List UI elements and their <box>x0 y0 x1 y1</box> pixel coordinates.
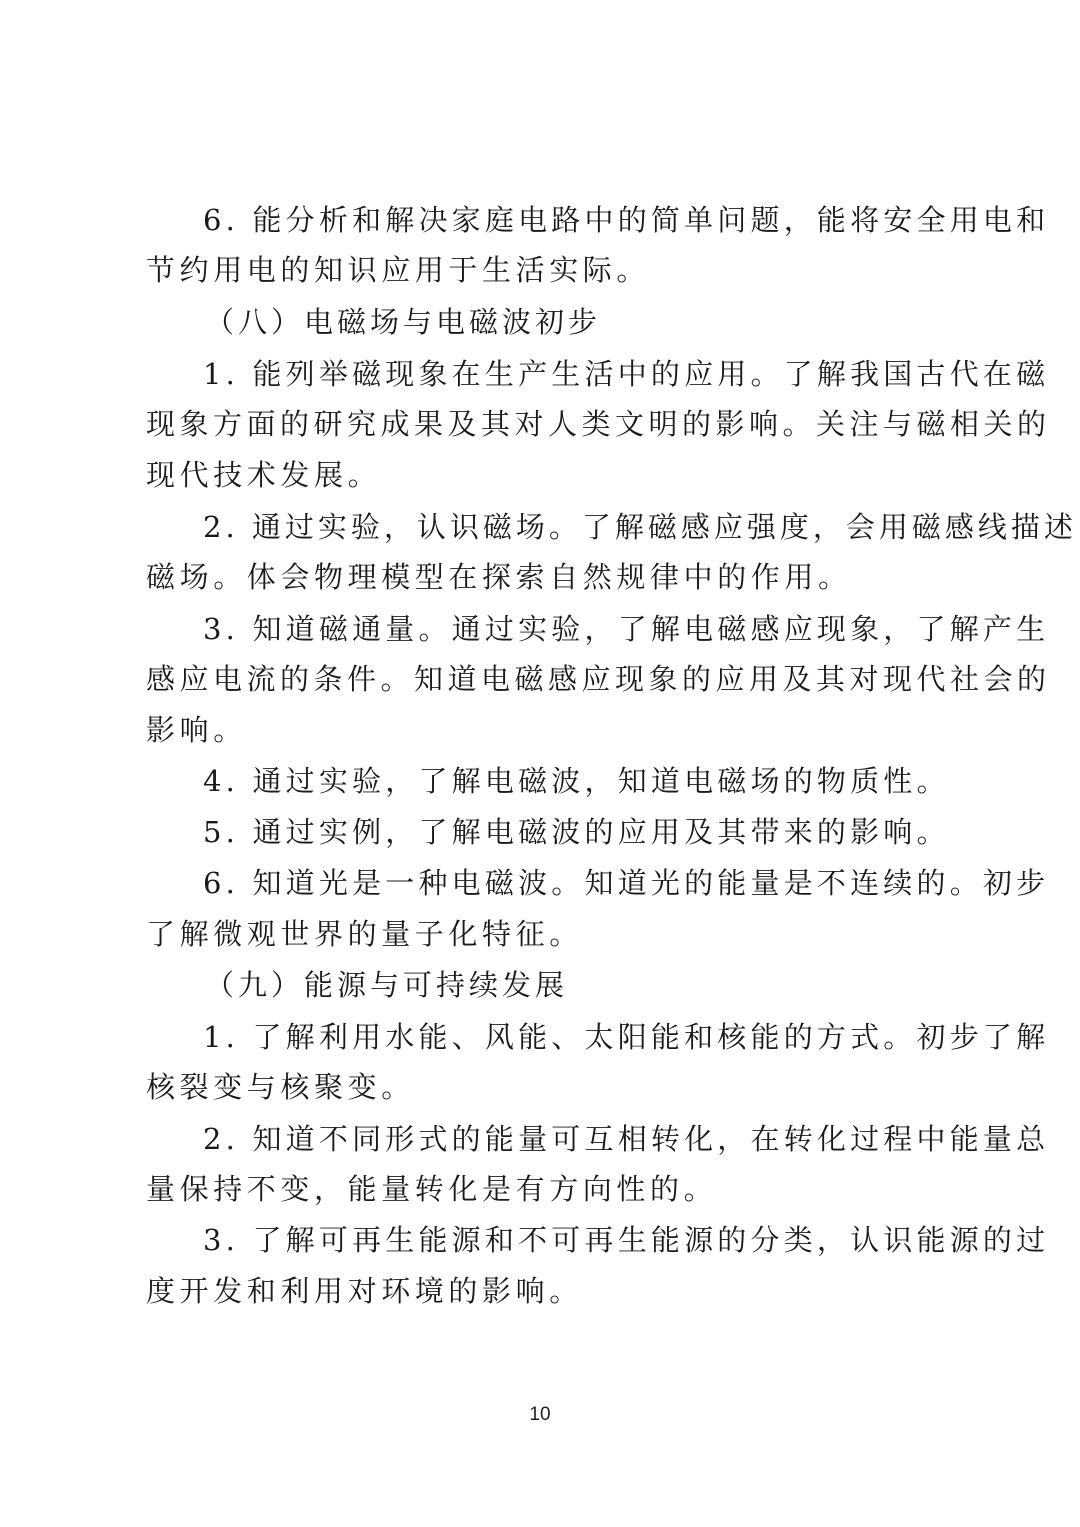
paragraph-line: 1. 了解利用水能、风能、太阳能和核能的方式。初步了解 <box>203 1020 1050 1054</box>
section-heading: （九）能源与可持续发展 <box>205 968 569 1002</box>
page-number: 10 <box>529 1404 551 1425</box>
paragraph-line: 3. 了解可再生能源和不可再生能源的分类，认识能源的过 <box>203 1223 1050 1257</box>
section-heading: （八）电磁场与电磁波初步 <box>205 305 602 339</box>
paragraph-line: 核裂变与核聚变。 <box>146 1070 415 1104</box>
paragraph-line: 影响。 <box>146 713 247 747</box>
paragraph-line: 磁场。体会物理模型在探索自然规律中的作用。 <box>146 560 852 594</box>
paragraph-line: 感应电流的条件。知道电磁感应现象的应用及其对现代社会的 <box>146 662 1051 696</box>
paragraph-line: 现象方面的研究成果及其对人类文明的影响。关注与磁相关的 <box>146 407 1051 441</box>
paragraph-line: 3. 知道磁通量。通过实验，了解电磁感应现象，了解产生 <box>203 612 1050 646</box>
paragraph-line: 4. 通过实验，了解电磁波，知道电磁场的物质性。 <box>203 764 950 798</box>
paragraph-line: 现代技术发展。 <box>146 458 382 492</box>
paragraph-line: 度开发和利用对环境的影响。 <box>146 1274 583 1308</box>
paragraph-line: 6. 能分析和解决家庭电路中的简单问题，能将安全用电和 <box>203 203 1050 237</box>
paragraph-line: 6. 知道光是一种电磁波。知道光的能量是不连续的。初步 <box>203 866 1050 900</box>
paragraph-line: 节约用电的知识应用于生活实际。 <box>146 253 651 287</box>
paragraph-line: 5. 通过实例，了解电磁波的应用及其带来的影响。 <box>203 815 950 849</box>
paragraph-line: 2. 通过实验，认识磁场。了解磁感应强度，会用磁感线描述 <box>203 510 1077 544</box>
paragraph-line: 量保持不变，能量转化是有方向性的。 <box>146 1172 718 1206</box>
paragraph-line: 2. 知道不同形式的能量可互相转化，在转化过程中能量总 <box>203 1122 1050 1156</box>
paragraph-line: 1. 能列举磁现象在生产生活中的应用。了解我国古代在磁 <box>203 357 1050 391</box>
paragraph-line: 了解微观世界的量子化特征。 <box>146 917 583 951</box>
